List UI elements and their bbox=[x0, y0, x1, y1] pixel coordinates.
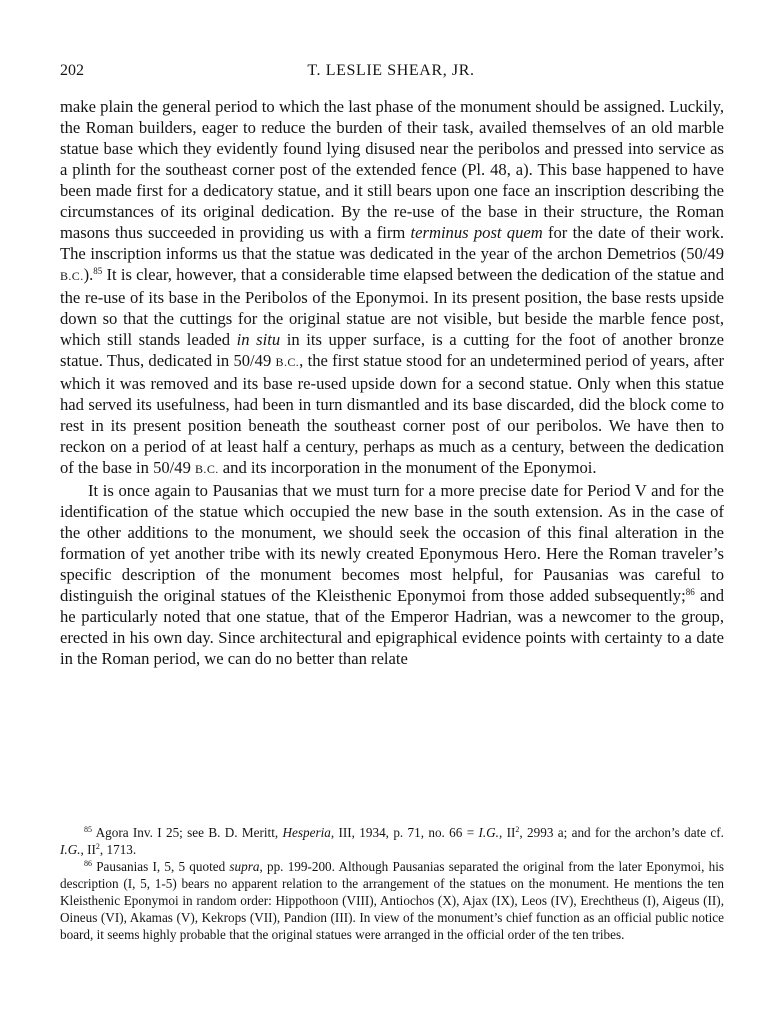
footnote-number: 85 bbox=[84, 825, 92, 834]
text-run: Pausanias I, 5, 5 quoted bbox=[92, 859, 230, 874]
text-run: It is clear, however, that a considerable time elapsed between the dedication of the statue and the re-use of its base in the Peribolos of the Eponymoi. In its present position, the base rests upside down so that the cuttings for the original statue are not visible, but beside the marble fence post, which still stands leaded bbox=[60, 265, 724, 349]
era-abbreviation: B.C. bbox=[60, 269, 84, 283]
text-run: It is once again to Pausanias that we must turn for a more precise date for Period V and for the identification of the statue which occupied the new base in the south extension. As in the case of the other additions to the monument, we should seek the occasion of this final alteration in the formation of yet another tribe with its newly created Eponymous Hero. Here the Roman traveler’s specific description of the monument becomes most helpful, for Pausanias was careful to distinguish the original statues of the Kleisthenic Eponymoi from those added subsequently; bbox=[60, 481, 724, 605]
era-abbreviation: B.C. bbox=[275, 355, 300, 369]
footnote-85 bbox=[60, 824, 724, 858]
page-number: 202 bbox=[60, 62, 84, 79]
text-run: for the date of their work. The inscription informs us that the statue was dedicated in the year of the archon Demetrios (50/49 bbox=[60, 223, 724, 263]
superscript: 2 bbox=[515, 825, 520, 834]
text-run: , II bbox=[498, 825, 516, 840]
text-run: , the first statue stood for an undetermined period of years, after which it was removed and its base re-used upside down for a second statue. Only when this statue had served its usefulness, had been in turn dismantled and its base discarded, did the block come to rest in its present position beneath the southeast corner post of our peribolos. We have then to reckon on a period of at least half a century, perhaps as much as a century, between the dedication of the base in 50/49 bbox=[60, 351, 724, 477]
running-title: T. LESLIE SHEAR, JR. bbox=[307, 62, 475, 79]
text-run: and its incorporation in the monument of the Eponymoi. bbox=[218, 458, 597, 477]
footnote-ref-86: 86 bbox=[685, 587, 695, 597]
text-run: and he particularly noted that one statue, that of the Emperor Hadrian, was a newcomer to the group, erected in his own day. Since architectural and epigraphical evidence points with certainty to a date in the Roman period, we can do no better than relate bbox=[60, 586, 724, 668]
italic-term: in situ bbox=[236, 330, 281, 349]
text-run: Agora Inv. I 25; see B. D. Meritt, bbox=[92, 825, 283, 840]
text-run: make plain the general period to which the last phase of the monument should be assigned. Luckily, the Roman builders, eager to reduce the burden of their task, availed themselves of an old marble statue base which they evidently found lying disused near the peribolos and pressed into service as a plinth for the southeast corner post of the extended fence (Pl. 48, a). This base happened to have been made first for a dedicatory statue, and it still bears upon one face an inscription describing the circumstances of its original dedication. By the re-use of the base in their structure, the Roman masons thus succeeded in providing us with a firm bbox=[60, 97, 724, 242]
text-run: , III, 1934, p. 71, no. 66 = bbox=[330, 825, 479, 840]
text-run: , 1713. bbox=[99, 842, 137, 857]
text-run: , II bbox=[80, 842, 96, 857]
superscript: 2 bbox=[95, 842, 100, 851]
italic-title: I.G. bbox=[478, 825, 499, 840]
running-head bbox=[60, 60, 722, 82]
italic-title: Hesperia bbox=[282, 825, 331, 840]
footnote-86 bbox=[60, 858, 724, 943]
text-run: ). bbox=[83, 265, 94, 284]
paragraph-2 bbox=[60, 480, 724, 669]
footnotes bbox=[60, 824, 724, 943]
text-run: , 2993 a; and for the archon’s date cf. bbox=[519, 825, 724, 840]
italic-title: I.G. bbox=[60, 842, 81, 857]
footnote-number: 86 bbox=[84, 859, 92, 868]
era-abbreviation: B.C. bbox=[195, 462, 219, 476]
text-run: , pp. 199-200. Although Pausanias separated the original from the later Eponymoi, his description (I, 5, 1-5) bears no apparent relation to the arrangement of the statues on the monument. He mentions the ten Kleisthenic Eponymoi in random order: Hippothoon (VIII), Antiochos (X), Ajax (IX), Leos (IV), Erechtheus (I), Aigeus (II), Oineus (VI), Akamas (V), Kekrops (VII), Pandion (III). In view of the monument’s chief function as an official public notice board, it seems highly probable that the original statues were arranged in the official order of the ten tribes. bbox=[60, 859, 724, 942]
paragraph-1 bbox=[60, 96, 724, 480]
text-run: in its upper surface, is a cutting for the foot of another bronze statue. Thus, dedicated in 50/49 bbox=[60, 330, 725, 370]
body-text bbox=[60, 96, 724, 669]
italic-term: terminus post quem bbox=[410, 223, 543, 242]
italic-word: supra bbox=[229, 859, 260, 874]
footnote-ref-85: 85 bbox=[93, 266, 103, 276]
